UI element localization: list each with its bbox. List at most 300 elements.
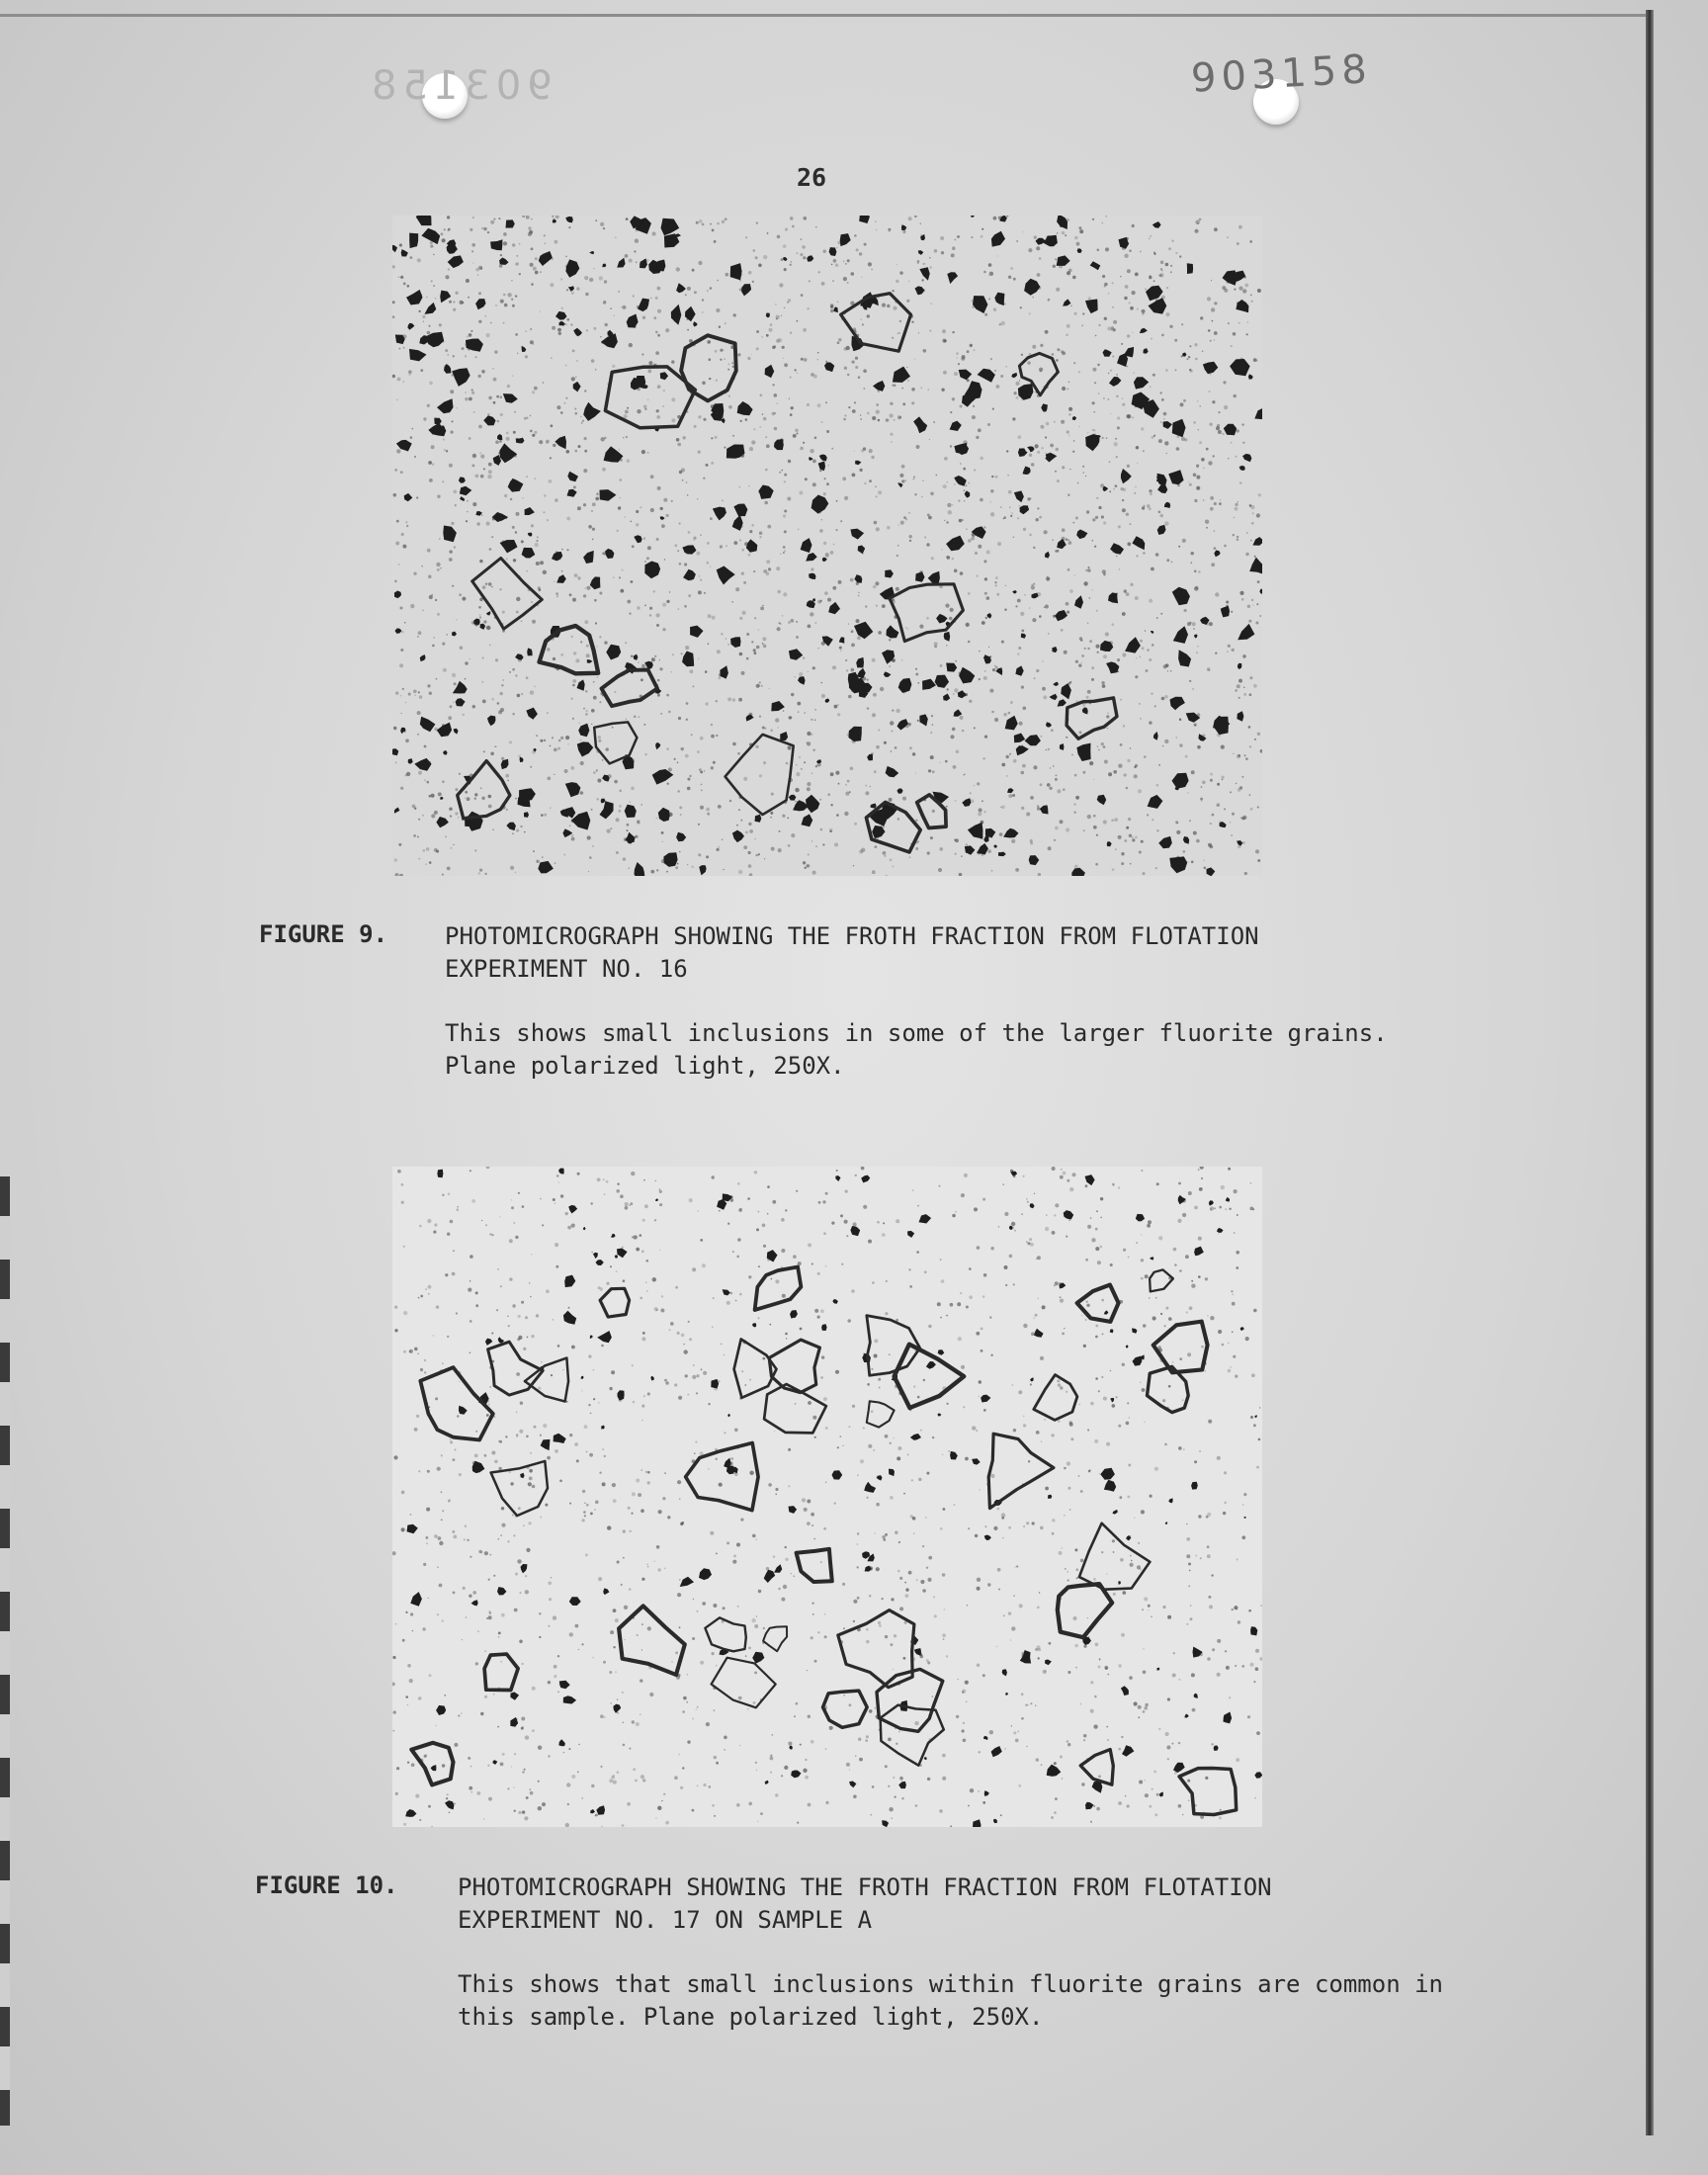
speckle	[1079, 229, 1083, 233]
speckle	[695, 1441, 697, 1443]
speckle	[584, 620, 588, 624]
speckle	[785, 1333, 788, 1336]
speckle	[818, 1201, 821, 1204]
speckle	[954, 569, 958, 573]
speckle	[588, 1404, 590, 1406]
speckle	[533, 343, 535, 345]
speckle	[1011, 1626, 1015, 1630]
speckle	[453, 702, 454, 703]
speckle	[1238, 225, 1242, 229]
speckle	[429, 595, 433, 599]
speckle	[414, 1348, 418, 1351]
speckle	[555, 1265, 558, 1268]
speckle	[836, 1170, 838, 1172]
speckle	[395, 691, 398, 694]
speckle	[1196, 486, 1200, 490]
speckle	[1039, 257, 1042, 260]
speckle	[480, 268, 482, 270]
speckle	[553, 1615, 556, 1619]
speckle	[787, 302, 789, 304]
speckle	[752, 281, 754, 283]
speckle	[748, 1275, 751, 1278]
speckle	[715, 350, 718, 353]
mineral-grain	[437, 1170, 443, 1178]
speckle	[1011, 1222, 1015, 1226]
speckle	[491, 586, 493, 588]
speckle	[966, 623, 970, 627]
speckle	[476, 522, 479, 525]
speckle	[1061, 629, 1064, 632]
speckle	[659, 659, 660, 660]
speckle	[1070, 305, 1072, 307]
speckle	[803, 256, 806, 259]
speckle	[1194, 1460, 1197, 1463]
speckle	[519, 243, 521, 245]
speckle	[777, 627, 781, 631]
speckle	[629, 868, 630, 869]
speckle	[499, 1440, 502, 1443]
speckle	[1067, 430, 1069, 433]
speckle	[887, 526, 890, 529]
speckle	[414, 695, 415, 696]
speckle	[513, 1786, 515, 1788]
speckle	[811, 1263, 813, 1265]
speckle	[489, 548, 492, 551]
speckle	[1092, 218, 1094, 220]
speckle	[909, 856, 911, 858]
speckle	[1074, 312, 1077, 315]
speckle	[619, 478, 622, 481]
speckle	[654, 1219, 656, 1221]
speckle	[450, 1439, 451, 1440]
speckle	[543, 382, 545, 384]
speckle	[1199, 405, 1201, 407]
speckle	[672, 653, 674, 655]
speckle	[800, 253, 803, 256]
speckle	[769, 1324, 771, 1326]
speckle	[801, 358, 804, 361]
speckle	[530, 1788, 532, 1790]
speckle	[702, 1263, 706, 1267]
speckle	[1017, 1731, 1019, 1733]
speckle	[1174, 339, 1177, 342]
speckle	[741, 549, 744, 552]
speckle	[1120, 743, 1123, 746]
speckle	[1181, 323, 1183, 325]
speckle	[642, 316, 645, 319]
speckle	[1186, 1537, 1190, 1541]
speckle	[738, 1208, 742, 1212]
speckle	[1122, 403, 1125, 406]
speckle	[438, 792, 442, 796]
speckle	[1023, 1416, 1024, 1417]
speckle	[616, 818, 620, 822]
speckle	[688, 531, 691, 534]
speckle	[983, 526, 986, 529]
speckle	[947, 481, 948, 482]
speckle	[611, 1702, 612, 1703]
speckle	[1056, 448, 1060, 452]
speckle	[550, 807, 552, 809]
speckle	[399, 348, 401, 350]
speckle	[749, 447, 753, 451]
speckle	[567, 1803, 569, 1805]
speckle	[890, 402, 893, 405]
speckle	[811, 373, 814, 377]
speckle	[692, 1637, 695, 1640]
speckle	[1256, 360, 1258, 362]
speckle	[689, 775, 691, 777]
speckle	[1164, 1326, 1166, 1328]
speckle	[711, 724, 713, 726]
speckle	[609, 1671, 612, 1674]
speckle	[1245, 553, 1249, 557]
speckle	[535, 257, 538, 260]
speckle	[877, 1221, 880, 1224]
speckle	[720, 349, 723, 352]
speckle	[622, 1824, 625, 1827]
speckle	[1000, 1814, 1002, 1816]
speckle	[1082, 312, 1084, 314]
speckle	[739, 289, 742, 292]
speckle	[1236, 1266, 1238, 1269]
speckle	[561, 570, 563, 572]
speckle	[741, 671, 745, 675]
speckle	[883, 1222, 885, 1224]
speckle	[470, 228, 472, 231]
speckle	[646, 557, 649, 560]
speckle	[1165, 1307, 1168, 1310]
speckle	[418, 691, 420, 693]
speckle	[580, 791, 584, 795]
speckle	[654, 1561, 655, 1562]
speckle	[400, 471, 403, 474]
speckle	[515, 295, 517, 297]
speckle	[479, 616, 481, 618]
speckle	[731, 362, 733, 364]
speckle	[1064, 1467, 1067, 1470]
speckle	[956, 750, 960, 754]
speckle	[521, 1301, 524, 1304]
speckle	[1023, 1424, 1026, 1427]
speckle	[823, 250, 826, 253]
speckle	[796, 1702, 799, 1705]
speckle	[892, 290, 894, 292]
speckle	[679, 1579, 681, 1581]
speckle	[417, 836, 419, 838]
speckle	[885, 1435, 889, 1438]
speckle	[1052, 353, 1055, 356]
speckle	[507, 1787, 509, 1789]
speckle	[531, 283, 534, 286]
speckle	[558, 332, 561, 335]
speckle	[1095, 863, 1098, 866]
speckle	[433, 1335, 434, 1336]
speckle	[1101, 515, 1104, 518]
speckle	[482, 585, 486, 589]
speckle	[1118, 1801, 1122, 1805]
speckle	[1061, 420, 1065, 424]
speckle	[878, 1621, 881, 1624]
speckle	[973, 405, 975, 407]
speckle	[463, 1587, 466, 1590]
speckle	[1032, 345, 1036, 349]
speckle	[1161, 398, 1164, 401]
speckle	[911, 321, 913, 323]
speckle	[790, 217, 794, 220]
speckle	[748, 823, 751, 826]
speckle	[1000, 807, 1001, 808]
speckle	[852, 409, 856, 413]
speckle	[1199, 1187, 1203, 1191]
speckle	[918, 332, 919, 333]
speckle	[1129, 302, 1131, 304]
speckle	[621, 1584, 623, 1586]
speckle	[948, 1450, 950, 1452]
speckle	[872, 713, 876, 717]
speckle	[584, 1503, 586, 1505]
speckle	[671, 397, 675, 401]
speckle	[466, 520, 468, 522]
speckle	[598, 1286, 601, 1289]
speckle	[1111, 326, 1114, 329]
speckle	[844, 496, 848, 500]
speckle	[775, 718, 779, 722]
speckle	[677, 1593, 681, 1597]
speckle	[647, 1481, 650, 1484]
speckle	[514, 411, 516, 413]
speckle	[1156, 1182, 1159, 1185]
speckle	[800, 1744, 802, 1746]
speckle	[655, 818, 657, 820]
speckle	[1055, 471, 1057, 473]
speckle	[1251, 301, 1253, 303]
speckle	[745, 236, 747, 238]
speckle	[1189, 483, 1192, 486]
speckle	[1165, 369, 1168, 372]
speckle	[489, 645, 491, 647]
speckle	[927, 851, 930, 854]
speckle	[768, 1483, 772, 1487]
speckle	[917, 720, 919, 722]
speckle	[675, 1286, 678, 1289]
speckle	[837, 713, 840, 716]
speckle	[738, 1696, 742, 1700]
speckle	[1214, 331, 1218, 335]
speckle	[682, 1767, 684, 1769]
speckle	[500, 708, 504, 712]
speckle	[518, 1315, 521, 1318]
speckle	[897, 555, 898, 557]
speckle	[1255, 1667, 1259, 1671]
speckle	[666, 514, 669, 517]
speckle	[784, 530, 787, 533]
speckle	[788, 1742, 792, 1746]
speckle	[1058, 1383, 1061, 1386]
speckle	[623, 1557, 625, 1559]
speckle	[1163, 418, 1165, 420]
speckle	[1218, 430, 1222, 434]
speckle	[1070, 1437, 1073, 1440]
speckle	[1013, 1595, 1014, 1596]
speckle	[807, 787, 811, 791]
speckle	[405, 521, 407, 523]
speckle	[591, 510, 593, 512]
speckle	[495, 746, 496, 747]
speckle	[712, 1175, 715, 1178]
speckle	[1000, 375, 1003, 378]
speckle	[519, 1430, 523, 1434]
speckle	[1210, 507, 1214, 511]
speckle	[1087, 1617, 1088, 1618]
speckle	[470, 1766, 472, 1768]
speckle	[493, 218, 495, 220]
speckle	[555, 1449, 558, 1453]
speckle	[890, 1643, 893, 1646]
speckle	[972, 1426, 976, 1430]
speckle	[410, 1514, 412, 1516]
speckle	[571, 837, 575, 841]
speckle	[454, 1803, 456, 1805]
speckle	[736, 1803, 740, 1807]
speckle	[690, 669, 694, 673]
speckle	[631, 1172, 635, 1175]
speckle	[1096, 1807, 1100, 1811]
speckle	[875, 221, 876, 222]
speckle	[899, 474, 903, 478]
speckle	[808, 853, 810, 855]
speckle	[446, 1797, 448, 1799]
speckle	[1151, 338, 1153, 340]
speckle	[529, 1469, 533, 1473]
speckle	[511, 1766, 512, 1767]
speckle	[1127, 542, 1131, 546]
speckle	[955, 838, 959, 842]
speckle	[807, 741, 811, 745]
speckle	[802, 245, 806, 249]
speckle	[1094, 382, 1096, 384]
speckle	[988, 275, 989, 276]
speckle	[432, 645, 435, 648]
speckle	[711, 766, 714, 769]
speckle	[1030, 1702, 1032, 1704]
speckle	[554, 581, 555, 582]
speckle	[990, 512, 994, 516]
speckle	[1143, 1648, 1144, 1649]
speckle	[423, 417, 426, 420]
speckle	[1185, 755, 1188, 758]
speckle	[865, 1739, 868, 1742]
speckle	[577, 1173, 580, 1175]
speckle	[788, 745, 792, 749]
speckle	[679, 563, 682, 566]
speckle	[762, 1224, 766, 1228]
speckle	[1143, 1324, 1147, 1328]
speckle	[1237, 1558, 1238, 1560]
speckle	[1048, 748, 1050, 750]
speckle	[536, 860, 539, 863]
speckle	[653, 590, 655, 592]
speckle	[801, 238, 803, 240]
speckle	[488, 470, 492, 474]
speckle	[716, 1762, 719, 1765]
speckle	[805, 478, 808, 480]
figure-9-photomicrograph	[392, 216, 1262, 876]
speckle	[1106, 1574, 1107, 1575]
speckle	[689, 1198, 693, 1202]
speckle	[922, 1545, 924, 1547]
speckle	[745, 831, 748, 834]
speckle	[1145, 630, 1146, 631]
speckle	[588, 525, 592, 529]
speckle	[480, 1712, 483, 1715]
speckle	[585, 690, 588, 693]
speckle	[913, 477, 915, 478]
speckle	[708, 614, 712, 618]
speckle	[680, 1522, 683, 1525]
speckle	[1179, 1357, 1182, 1360]
speckle	[465, 678, 467, 680]
speckle	[1012, 1384, 1014, 1386]
speckle	[653, 316, 656, 319]
speckle	[678, 1754, 680, 1756]
speckle	[647, 546, 651, 550]
speckle	[783, 710, 784, 711]
speckle	[1055, 1203, 1059, 1207]
speckle	[982, 757, 985, 760]
speckle	[1233, 1294, 1234, 1295]
speckle	[783, 244, 787, 248]
speckle	[462, 714, 465, 717]
speckle	[596, 492, 599, 495]
speckle	[971, 537, 975, 541]
speckle	[599, 1472, 601, 1474]
speckle	[853, 1620, 855, 1622]
speckle	[1020, 306, 1022, 308]
speckle	[659, 1190, 662, 1193]
speckle	[849, 791, 851, 793]
speckle	[636, 261, 638, 263]
speckle	[1096, 610, 1098, 612]
speckle	[917, 1205, 919, 1207]
speckle	[1208, 329, 1211, 332]
speckle	[1210, 340, 1212, 342]
speckle	[1224, 1502, 1227, 1505]
speckle	[494, 350, 497, 353]
speckle	[1106, 437, 1108, 439]
speckle	[1004, 304, 1006, 305]
speckle	[1189, 345, 1191, 347]
speckle	[729, 800, 731, 802]
speckle	[905, 1594, 909, 1598]
speckle	[1147, 814, 1149, 816]
speckle	[703, 1371, 707, 1375]
speckle	[662, 1497, 665, 1500]
speckle	[1048, 846, 1052, 850]
speckle	[516, 829, 519, 832]
speckle	[771, 1278, 773, 1280]
speckle	[1180, 402, 1184, 406]
speckle	[1076, 242, 1080, 246]
speckle	[493, 1575, 495, 1577]
speckle	[1228, 1168, 1231, 1171]
speckle	[396, 449, 400, 453]
speckle	[1253, 684, 1257, 688]
speckle	[434, 1223, 437, 1226]
speckle	[926, 617, 929, 620]
speckle	[1196, 839, 1200, 843]
speckle	[1103, 521, 1106, 524]
